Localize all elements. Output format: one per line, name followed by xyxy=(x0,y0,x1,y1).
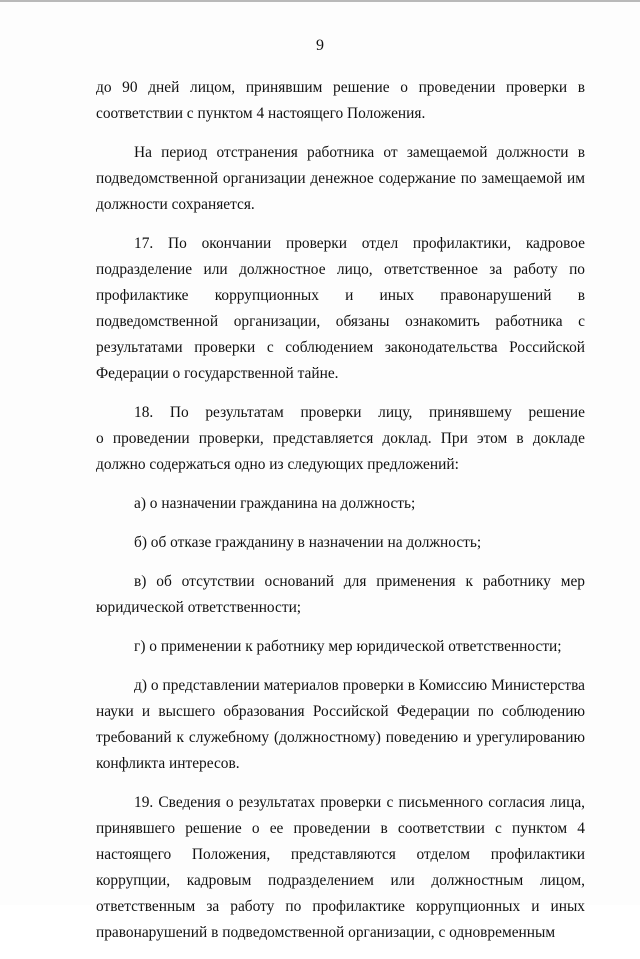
paragraph-line: подразделение или должностное лицо, ответственное за работу по xyxy=(96,261,585,278)
paragraph xyxy=(96,569,585,621)
paragraph-line: б) об отказе гражданину в назначении на должность; xyxy=(134,534,482,551)
paragraph-line: требований к служебному (должностному) поведению и урегулированию xyxy=(96,729,585,746)
paragraph-line: а) о назначении гражданина на должность; xyxy=(134,495,416,512)
paragraph-line: профилактике коррупционных и иных правонарушений в xyxy=(96,287,585,304)
paragraph-line: 19. Сведения о результатах проверки с письменного согласия лица, xyxy=(134,794,585,811)
paragraph xyxy=(96,530,585,556)
paragraph xyxy=(96,75,585,127)
paragraph-line: коррупции, кадровым подразделением или должностным лицом, xyxy=(96,872,585,889)
paragraph-line: ответственным за работу по профилактике коррупционных и иных xyxy=(96,898,585,915)
page-top-edge xyxy=(0,0,640,2)
paragraph-line: настоящего Положения, представляются отделом профилактики xyxy=(96,846,585,863)
document-body xyxy=(96,75,585,959)
paragraph-line: науки и высшего образования Российской Федерации по соблюдению xyxy=(96,703,585,720)
paragraph-line: должно содержаться одно из следующих предложений: xyxy=(96,456,459,473)
paragraph-line: подведомственной организации денежное содержание по замещаемой им xyxy=(96,170,585,187)
paragraph-line: о проведении проверки, представляется доклад. При этом в докладе xyxy=(96,430,585,447)
paragraph xyxy=(96,634,585,660)
paragraph-line: правонарушений в подведомственной организации, с одновременным xyxy=(96,924,556,941)
paragraph-line: 17. По окончании проверки отдел профилактики, кадровое xyxy=(134,235,585,252)
paragraph-line: юридической ответственности; xyxy=(96,599,302,616)
paragraph-line: подведомственной организации, обязаны ознакомить работника с xyxy=(96,313,585,330)
paragraph-line: г) о применении к работнику мер юридической ответственности; xyxy=(134,638,562,655)
paragraph-line: конфликта интересов. xyxy=(96,755,240,772)
paragraph xyxy=(96,400,585,478)
paragraph-line: На период отстранения работника от замещаемой должности в xyxy=(134,144,585,161)
paragraph xyxy=(96,140,585,218)
paragraph xyxy=(96,673,585,777)
paragraph-line: соответствии с пунктом 4 настоящего Положения. xyxy=(96,105,426,122)
paragraph xyxy=(96,790,585,946)
paragraph-line: принявшего решение о ее проведении в соответствии с пунктом 4 xyxy=(96,820,585,837)
paragraph-line: должности сохраняется. xyxy=(96,196,255,213)
paragraph-line: до 90 дней лицом, принявшим решение о проведении проверки в xyxy=(96,79,585,96)
paragraph-line: Федерации о государственной тайне. xyxy=(96,365,339,382)
page-number: 9 xyxy=(316,37,324,54)
paragraph-line: результатами проверки с соблюдением законодательства Российской xyxy=(96,339,585,356)
paragraph xyxy=(96,231,585,387)
paragraph-line: в) об отсутствии оснований для применения к работнику мер xyxy=(134,573,585,590)
paragraph-line: д) о представлении материалов проверки в Комиссию Министерства xyxy=(134,677,585,694)
paragraph-line: 18. По результатам проверки лицу, принявшему решение xyxy=(134,404,585,421)
paragraph xyxy=(96,491,585,517)
